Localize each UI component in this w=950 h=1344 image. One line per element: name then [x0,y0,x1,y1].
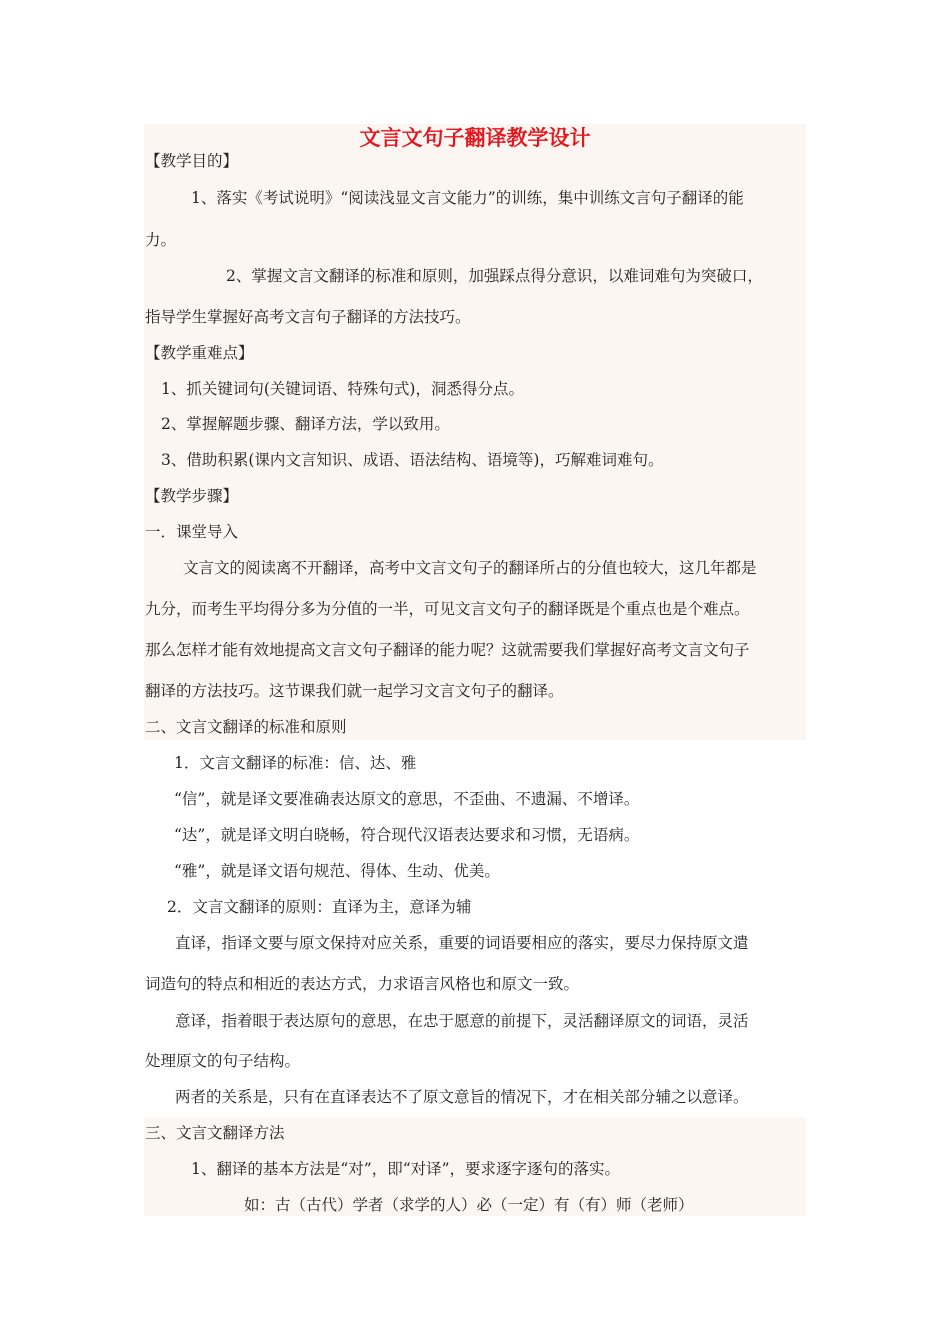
goal-1-line-2: 力。 [145,231,177,249]
goal-2-line-2: 指导学生掌握好高考文言句子翻译的方法技巧。 [145,308,471,326]
intro-paragraph-line-3: 那么怎样才能有效地提高文言文句子翻译的能力呢？这就需要我们掌握好高考文言文句子 [145,641,750,659]
document-title: 文言文句子翻译教学设计 [359,126,591,150]
method-1-example: 如：古（古代）学者（求学的人）必（一定）有（有）师（老师） [244,1196,694,1214]
section-heading-goals: 【教学目的】 [145,152,239,170]
intro-paragraph-line-4: 翻译的方法技巧。这节课我们就一起学习文言文句子的翻译。 [145,682,564,700]
keypoint-1: 1、抓关键词句(关键词语、特殊句式)，洞悉得分点。 [161,380,524,398]
keypoint-2: 2、掌握解题步骤、翻译方法，学以致用。 [161,415,450,433]
literal-translation-line-2: 词造句的特点和相近的表达方式，力求语言风格也和原文一致。 [145,975,580,993]
step-3-heading: 三、文言文翻译方法 [145,1124,285,1142]
section-heading-keypoints: 【教学重难点】 [145,344,254,362]
free-translation-line-1: 意译，指着眼于表达原句的意思，在忠于愿意的前提下，灵活翻译原文的词语，灵活 [175,1012,749,1030]
goal-2-line-1: 2、掌握文言文翻译的标准和原则，加强踩点得分意识，以难词难句为突破口， [226,267,763,285]
principles-heading: 2．文言文翻译的原则：直译为主，意译为辅 [167,898,472,916]
standard-xin: “信”，就是译文要准确表达原文的意思，不歪曲、不遗漏、不增译。 [174,790,640,808]
method-1: 1、翻译的基本方法是“对”，即“对译”，要求逐字逐句的落实。 [191,1160,621,1178]
literal-translation-line-1: 直译，指译文要与原文保持对应关系，重要的词语要相应的落实，要尽力保持原文遣 [175,934,749,952]
relationship-paragraph: 两者的关系是，只有在直译表达不了原文意旨的情况下，才在相关部分辅之以意译。 [175,1088,749,1106]
keypoint-3: 3、借助积累(课内文言知识、成语、语法结构、语境等)，巧解难词难句。 [161,451,664,469]
goal-1-line-1: 1、落实《考试说明》“阅读浅显文言文能力”的训练，集中训练文言句子翻译的能 [191,189,744,207]
standards-heading: 1．文言文翻译的标准：信、达、雅 [174,754,417,772]
standard-ya: “雅”，就是译文语句规范、得体、生动、优美。 [174,862,500,880]
standard-da: “达”，就是译文明白晓畅，符合现代汉语表达要求和习惯，无语病。 [174,826,640,844]
intro-paragraph-line-1: 文言文的阅读离不开翻译，高考中文言文句子的翻译所占的分值也较大，这几年都是 [183,559,757,577]
intro-paragraph-line-2: 九分，而考生平均得分多为分值的一半，可见文言文句子的翻译既是个重点也是个难点。 [145,600,750,618]
step-2-heading: 二、文言文翻译的标准和原则 [145,718,347,736]
free-translation-line-2: 处理原文的句子结构。 [145,1052,301,1070]
step-1-heading: 一．课堂导入 [145,523,239,541]
section-heading-steps: 【教学步骤】 [145,487,239,505]
